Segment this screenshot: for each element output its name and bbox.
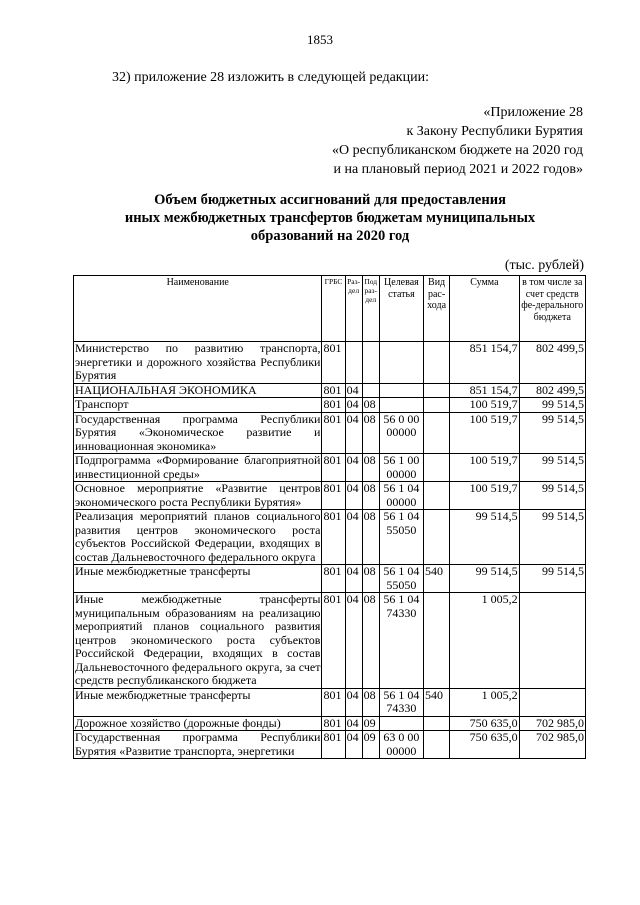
row-grbs: 801: [322, 565, 345, 593]
row-grbs: 801: [322, 383, 345, 398]
appendix-line: «О республиканском бюджете на 2020 год: [332, 143, 583, 158]
row-sum: 750 635,0: [450, 731, 519, 759]
row-podrazdel: [362, 383, 379, 398]
row-federal: 802 499,5: [519, 383, 585, 398]
row-razdel: 04: [345, 454, 362, 482]
row-article: [379, 716, 423, 731]
row-sum: 100 519,7: [450, 482, 519, 510]
row-vid: 540: [424, 565, 450, 593]
table-row: [74, 398, 586, 413]
row-razdel: 04: [345, 398, 362, 413]
title-line: образований на 2020 год: [250, 228, 410, 244]
row-name: Основное мероприятие «Развитие центров экономического роста Республики Бурятия»: [75, 481, 321, 509]
header-sum: Сумма: [450, 276, 519, 342]
row-federal: 802 499,5: [519, 342, 585, 384]
row-podrazdel: 08: [362, 398, 379, 413]
row-podrazdel: 08: [362, 412, 379, 454]
row-grbs: 801: [322, 731, 345, 759]
row-razdel: 04: [345, 716, 362, 731]
header-federal: в том числе за счет средств фе-дерального бюджета: [519, 276, 585, 342]
row-grbs: 801: [322, 412, 345, 454]
row-vid: [424, 482, 450, 510]
row-federal: 702 985,0: [519, 731, 585, 759]
row-vid: [424, 716, 450, 731]
row-name: Министерство по развитию транспорта, энергетики и дорожного хозяйства Республики Бурятия: [75, 341, 321, 382]
row-razdel: 04: [345, 412, 362, 454]
row-name: Иные межбюджетные трансферты: [74, 688, 322, 716]
row-federal: 99 514,5: [519, 412, 585, 454]
row-vid: [424, 342, 450, 384]
row-name: НАЦИОНАЛЬНАЯ ЭКОНОМИКА: [74, 383, 322, 398]
table-row: [74, 412, 586, 454]
row-sum: 99 514,5: [450, 565, 519, 593]
row-vid: [424, 412, 450, 454]
row-sum: 851 154,7: [450, 383, 519, 398]
table-row: [74, 688, 586, 716]
table-row: [74, 482, 586, 510]
table-row: [74, 716, 586, 731]
row-federal: 99 514,5: [519, 482, 585, 510]
row-vid: [424, 510, 450, 565]
units-label: (тыс. рублей): [504, 258, 584, 273]
row-podrazdel: 08: [362, 593, 379, 689]
row-podrazdel: 09: [362, 716, 379, 731]
row-sum: 100 519,7: [450, 398, 519, 413]
row-razdel: 04: [345, 593, 362, 689]
row-razdel: 04: [345, 482, 362, 510]
table-row: [74, 731, 586, 759]
row-article: [379, 398, 423, 413]
table-row: [74, 565, 586, 593]
row-federal: [519, 688, 585, 716]
row-article: [379, 342, 423, 384]
row-razdel: [345, 342, 362, 384]
appendix-reference: [332, 103, 583, 179]
row-grbs: 801: [322, 398, 345, 413]
budget-table: [73, 275, 586, 759]
row-sum: 1 005,2: [450, 593, 519, 689]
row-sum: 1 005,2: [450, 688, 519, 716]
row-grbs: 801: [322, 342, 345, 384]
row-razdel: 04: [345, 510, 362, 565]
appendix-line: и на плановый период 2021 и 2022 годов»: [333, 162, 583, 177]
row-article: 56 1 04 55050: [379, 510, 423, 565]
row-grbs: 801: [322, 593, 345, 689]
row-sum: 100 519,7: [450, 412, 519, 454]
row-article: 56 1 00 00000: [379, 454, 423, 482]
row-razdel: 04: [345, 731, 362, 759]
title-line: иных межбюджетных трансфертов бюджетам муниципальных: [124, 210, 536, 226]
row-article: 63 0 00 00000: [379, 731, 423, 759]
row-grbs: 801: [322, 510, 345, 565]
row-vid: [424, 593, 450, 689]
row-podrazdel: 08: [362, 510, 379, 565]
row-vid: [424, 383, 450, 398]
row-federal: [519, 593, 585, 689]
row-article: [379, 383, 423, 398]
row-name: Реализация мероприятий планов социального развития центров экономического роста субъектов Российской Федерации, входящих в состав Дальневосточного федерального округа: [75, 509, 321, 564]
row-vid: [424, 398, 450, 413]
row-podrazdel: 08: [362, 688, 379, 716]
table-row: [74, 510, 586, 565]
intro-text: 32) приложение 28 изложить в следующей редакции:: [112, 70, 429, 85]
row-grbs: 801: [322, 688, 345, 716]
row-vid: [424, 731, 450, 759]
table-row: [74, 593, 586, 689]
row-vid: 540: [424, 688, 450, 716]
header-podrazdel: Под раз-дел: [362, 276, 379, 342]
row-name: Транспорт: [74, 398, 322, 413]
table-row: [74, 454, 586, 482]
row-name: Дорожное хозяйство (дорожные фонды): [74, 716, 322, 731]
header-name: Наименование: [74, 276, 322, 342]
row-razdel: 04: [345, 565, 362, 593]
row-name: Иные межбюджетные трансферты муниципальным образованиям на реализацию мероприятий планов социального развития центров экономического роста субъектов Российской Федерации, входящих в состав Дальневосточного федерального округа, за счет средств республиканского бюджета: [75, 592, 321, 687]
row-federal: 702 985,0: [519, 716, 585, 731]
row-article: 56 1 04 74330: [379, 593, 423, 689]
table-row: [74, 342, 586, 384]
row-article: 56 1 04 00000: [379, 482, 423, 510]
row-article: 56 1 04 55050: [379, 565, 423, 593]
table-row: [74, 383, 586, 398]
row-sum: 851 154,7: [450, 342, 519, 384]
header-article: Целевая статья: [379, 276, 423, 342]
row-federal: 99 514,5: [519, 454, 585, 482]
row-name: Иные межбюджетные трансферты: [74, 565, 322, 593]
table-header-row: [74, 276, 586, 342]
row-article: 56 0 00 00000: [379, 412, 423, 454]
row-razdel: 04: [345, 383, 362, 398]
row-podrazdel: 08: [362, 565, 379, 593]
row-sum: 99 514,5: [450, 510, 519, 565]
row-federal: 99 514,5: [519, 398, 585, 413]
row-podrazdel: [362, 342, 379, 384]
header-razdel: Раз-дел: [345, 276, 362, 342]
row-sum: 750 635,0: [450, 716, 519, 731]
row-razdel: 04: [345, 688, 362, 716]
row-grbs: 801: [322, 482, 345, 510]
header-vid: Вид рас-хода: [424, 276, 450, 342]
row-sum: 100 519,7: [450, 454, 519, 482]
row-name: Государственная программа Республики Бурятия «Развитие транспорта, энергетики: [75, 730, 321, 758]
row-podrazdel: 08: [362, 454, 379, 482]
row-article: 56 1 04 74330: [379, 688, 423, 716]
row-podrazdel: 08: [362, 482, 379, 510]
appendix-line: к Закону Республики Бурятия: [406, 124, 583, 139]
header-grbs: ГРБС: [322, 276, 345, 342]
page-number: 1853: [307, 32, 333, 47]
row-federal: 99 514,5: [519, 565, 585, 593]
row-federal: 99 514,5: [519, 510, 585, 565]
document-title: [0, 191, 640, 245]
row-grbs: 801: [322, 716, 345, 731]
row-name: Подпрограмма «Формирование благоприятной инвестиционной среды»: [75, 453, 321, 481]
row-vid: [424, 454, 450, 482]
row-podrazdel: 09: [362, 731, 379, 759]
row-name: Государственная программа Республики Бурятия «Экономическое развитие и инновационная экономика»: [75, 412, 321, 453]
appendix-line: «Приложение 28: [483, 105, 583, 120]
row-grbs: 801: [322, 454, 345, 482]
title-line: Объем бюджетных ассигнований для предоставления: [154, 192, 506, 208]
